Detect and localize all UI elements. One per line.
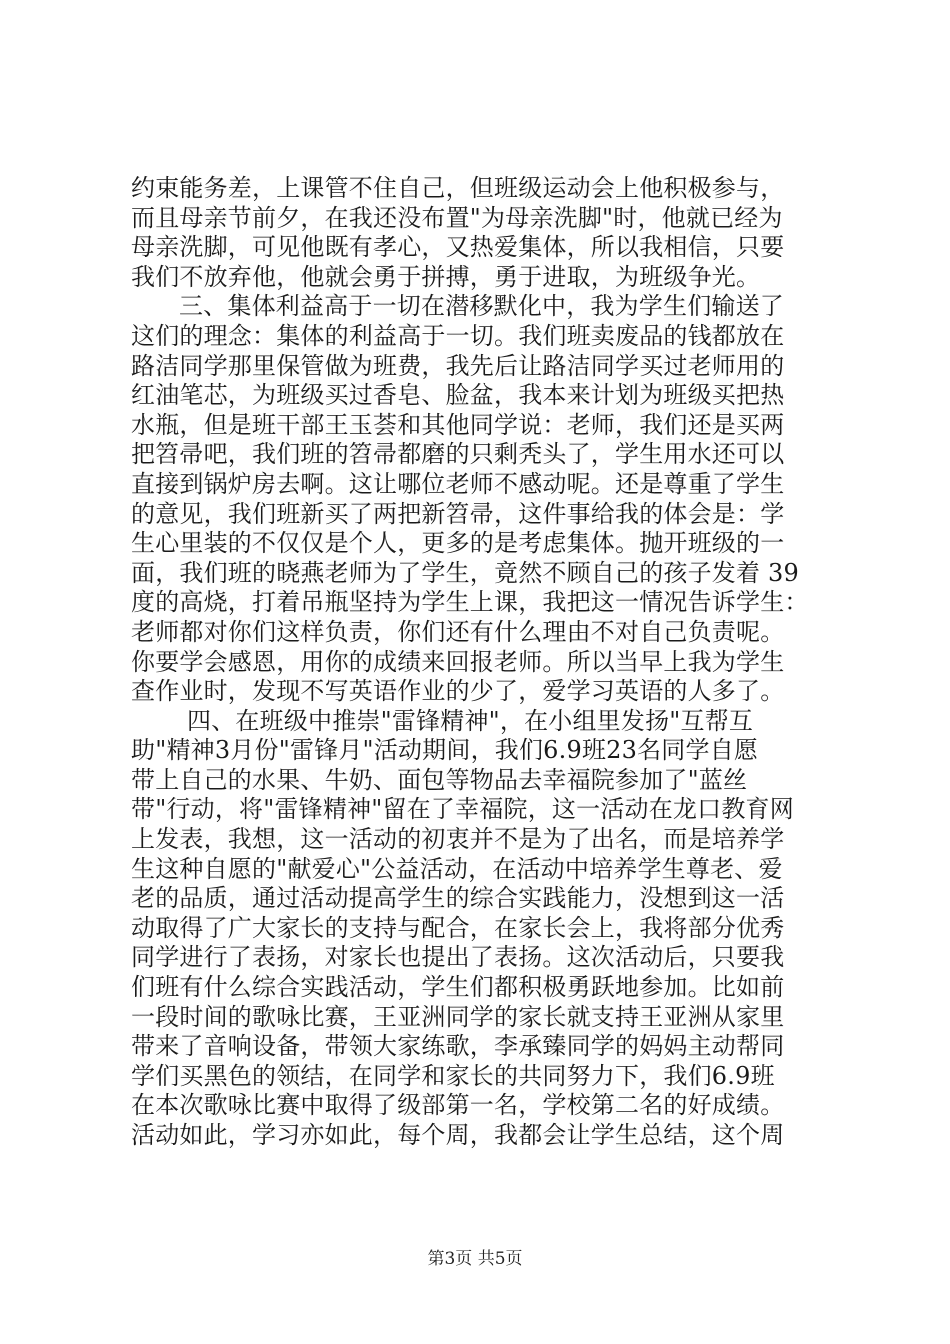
text-line: 约束能务差，上课管不住自己，但班级运动会上他积极参与， — [131, 174, 785, 202]
text-line: 助"精神3月份"雷锋月"活动期间，我们6.9班23名同学自愿 — [131, 736, 759, 765]
text-line: 动取得了广大家长的支持与配合，在家长会上，我将部分优秀 — [131, 913, 785, 942]
text-line: 面，我们班的晓燕老师为了学生，竟然不顾自己的孩子发着 39 — [131, 558, 799, 587]
text-line: 三、集体利益高于一切在潜移默化中，我为学生们输送了 — [179, 292, 784, 321]
text-line: 而且母亲节前夕，在我还没布置"为母亲洗脚"时，他就已经为 — [131, 203, 783, 232]
text-line: 老的品质，通过活动提高学生的综合实践能力，没想到这一活 — [131, 884, 785, 913]
text-line: 生这种自愿的"献爱心"公益活动，在活动中培养学生尊老、爱 — [131, 854, 783, 883]
text-line: 你要学会感恩，用你的成绩来回报老师。所以当早上我为学生 — [131, 647, 785, 676]
text-line: 这们的理念：集体的利益高于一切。我们班卖废品的钱都放在 — [131, 321, 785, 350]
text-line: 带上自己的水果、牛奶、面包等物品去幸福院参加了"蓝丝 — [131, 765, 748, 794]
text-line: 学们买黑色的领结，在同学和家长的共同努力下，我们6.9班 — [131, 1061, 775, 1090]
text-line: 带来了音响设备，带领大家练歌，李承臻同学的妈妈主动帮同 — [131, 1032, 785, 1061]
text-line: 路洁同学那里保管做为班费，我先后让路洁同学买过老师用的 — [131, 351, 785, 380]
body-text — [131, 174, 831, 1151]
text-line: 红油笔芯，为班级买过香皂、脸盆，我本来计划为班级买把热 — [131, 381, 785, 410]
page-footer: 第3页 共5页 — [427, 1249, 523, 1269]
text-line: 四、在班级中推崇"雷锋精神"，在小组里发扬"互帮互 — [187, 706, 754, 735]
text-line: 母亲洗脚，可见他既有孝心，又热爱集体，所以我相信，只要 — [131, 233, 785, 262]
text-line: 带"行动，将"雷锋精神"留在了幸福院，这一活动在龙口教育网 — [131, 795, 794, 824]
text-line: 活动如此，学习亦如此，每个周，我都会让学生总结，这个周 — [131, 1121, 785, 1149]
text-line: 一段时间的歌咏比赛，王亚洲同学的家长就支持王亚洲从家里 — [131, 1002, 785, 1031]
text-line: 直接到锅炉房去啊。这让哪位老师不感动呢。还是尊重了学生 — [131, 469, 785, 498]
text-line: 上发表，我想，这一活动的初衷并不是为了出名，而是培养学 — [131, 825, 785, 854]
text-line: 生心里装的不仅仅是个人，更多的是考虑集体。抛开班级的一 — [131, 529, 785, 558]
text-line: 的意见，我们班新买了两把新笤帚，这件事给我的体会是：学 — [131, 499, 785, 528]
text-line: 把笤帚吧，我们班的笤帚都磨的只剩秃头了，学生用水还可以 — [131, 440, 785, 469]
text-line: 老师都对你们这样负责，你们还有什么理由不对自己负责呢。 — [131, 617, 785, 646]
text-line: 们班有什么综合实践活动，学生们都积极勇跃地参加。比如前 — [131, 973, 785, 1002]
text-line: 在本次歌咏比赛中取得了级部第一名，学校第二名的好成绩。 — [131, 1091, 785, 1120]
text-line: 水瓶，但是班干部王玉荟和其他同学说：老师，我们还是买两 — [131, 410, 785, 439]
text-line: 同学进行了表扬，对家长也提出了表扬。这次活动后，只要我 — [131, 943, 785, 972]
text-line: 查作业时，发现不写英语作业的少了，爱学习英语的人多了。 — [131, 677, 785, 706]
text-line: 度的高烧，打着吊瓶坚持为学生上课，我把这一情况告诉学生： — [131, 588, 809, 617]
text-line: 我们不放弃他，他就会勇于拼搏，勇于进取，为班级争光。 — [131, 262, 761, 291]
